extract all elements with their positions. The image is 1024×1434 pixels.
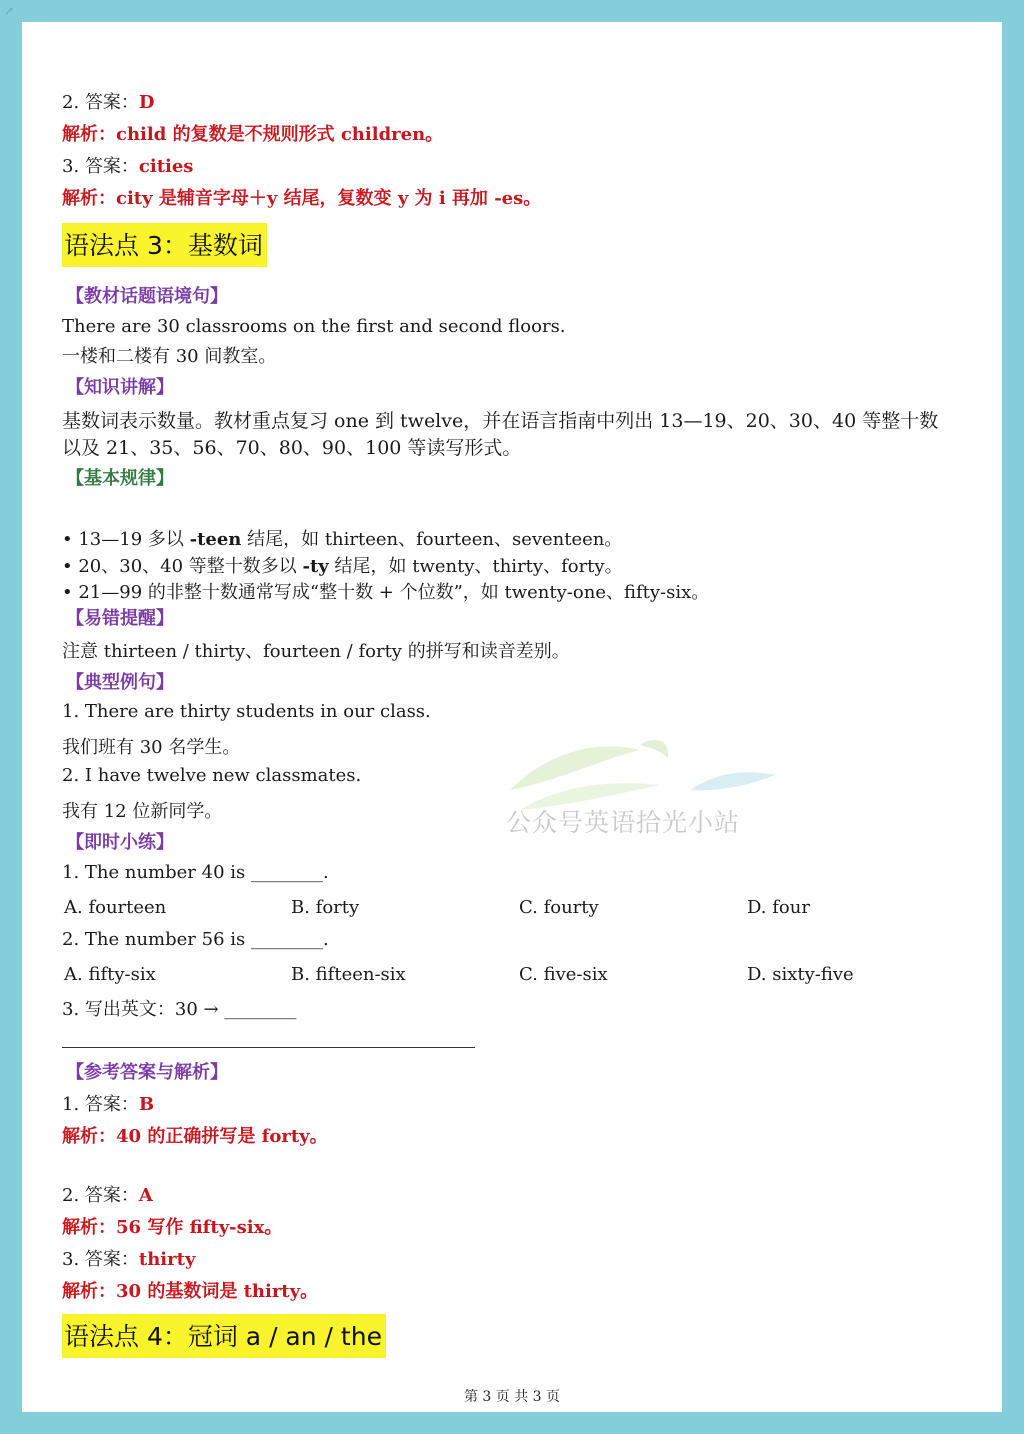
answer-1	[62, 1090, 154, 1116]
question-2-option-b: B. fifteen-six	[291, 964, 406, 985]
answer-label: 2. 答案：	[62, 92, 139, 113]
rule-text: • 13—19 多以	[62, 529, 190, 550]
question-3-stem: 3. 写出英文：30 → ________	[62, 999, 297, 1020]
question-1-option-a: A. fourteen	[64, 897, 167, 918]
corner-mark: ↗	[4, 4, 15, 18]
rule-suffix: -ty	[302, 556, 329, 577]
mistake-heading: 【易错提醒】	[66, 608, 174, 629]
prev-answer-2	[62, 88, 155, 114]
context-heading: 【教材话题语境句】	[66, 286, 228, 307]
rules-heading: 【基本规律】	[66, 468, 174, 489]
answer-key: B	[138, 1094, 155, 1115]
question-2-option-d: D. sixty-five	[747, 964, 854, 985]
answer-key: thirty	[138, 1249, 196, 1270]
answer-2	[62, 1181, 153, 1207]
answer-label: 3. 答案：	[62, 156, 139, 177]
answer-label: 3. 答案：	[62, 1249, 139, 1270]
answer-heading: 【参考答案与解析】	[66, 1062, 228, 1083]
question-2-stem: 2. The number 56 is ________.	[62, 929, 329, 950]
rule-text: • 21—99 的非整十数通常写成“整十数 + 个位数”，如 twenty-one、fifty-six。	[62, 582, 710, 603]
question-1-option-d: D. four	[747, 897, 810, 918]
section-title-3: 语法点 3：基数词	[62, 223, 267, 267]
answer-label: 2. 答案：	[62, 1185, 139, 1206]
question-2-option-a: A. fifty-six	[64, 964, 156, 985]
knowledge-line-2: 以及 21、35、56、70、80、90、100 等读写形式。	[62, 437, 522, 459]
page-footer: 第 3 页 共 3 页	[463, 1389, 561, 1405]
divider	[62, 1047, 475, 1048]
example-2-zh: 我有 12 位新同学。	[62, 801, 223, 822]
mistake-text: 注意 thirteen / thirty、fourteen / forty 的拼写和读音差别。	[62, 641, 570, 662]
examples-heading: 【典型例句】	[66, 672, 174, 693]
context-sentence-en: There are 30 classrooms on the first and second floors.	[62, 316, 566, 337]
question-2-option-c: C. five-six	[519, 964, 608, 985]
answer-key: D	[138, 92, 155, 113]
rule-text: • 20、30、40 等整十数多以	[62, 556, 303, 577]
answer-key: A	[138, 1185, 153, 1206]
context-sentence-zh: 一楼和二楼有 30 间教室。	[62, 346, 277, 367]
example-1-zh: 我们班有 30 名学生。	[62, 737, 241, 758]
knowledge-heading: 【知识讲解】	[66, 377, 174, 398]
analysis-2: 解析：56 写作 fifty-six。	[62, 1217, 283, 1238]
prev-analysis-3: 解析：city 是辅音字母＋y 结尾，复数变 y 为 i 再加 -es。	[62, 188, 542, 209]
section-title-4: 语法点 4：冠词 a / an / the	[62, 1314, 386, 1358]
prev-answer-3	[62, 152, 193, 178]
answer-3	[62, 1245, 195, 1271]
answer-key: cities	[138, 156, 194, 177]
question-1-option-c: C. fourty	[519, 897, 599, 918]
knowledge-line-1: 基数词表示数量。教材重点复习 one 到 twelve，并在语言指南中列出 13—19、20、30、40 等整十数	[62, 410, 939, 432]
rule-item-2	[62, 552, 623, 578]
rule-item-1	[62, 525, 622, 551]
answer-label: 1. 答案：	[62, 1094, 139, 1115]
rule-text: 结尾，如 twenty、thirty、forty。	[328, 556, 623, 577]
prev-analysis-2: 解析：child 的复数是不规则形式 children。	[62, 124, 444, 145]
analysis-1: 解析：40 的正确拼写是 forty。	[62, 1126, 328, 1147]
practice-heading: 【即时小练】	[66, 832, 174, 853]
example-1-en: 1. There are thirty students in our class.	[62, 701, 431, 722]
example-2-en: 2. I have twelve new classmates.	[62, 765, 362, 786]
question-1-stem: 1. The number 40 is ________.	[62, 862, 329, 883]
watermark-text: 公众号英语拾光小站	[506, 808, 741, 837]
rule-suffix: -teen	[189, 529, 242, 550]
question-1-option-b: B. forty	[291, 897, 360, 918]
rule-text: 结尾，如 thirteen、fourteen、seventeen。	[241, 529, 623, 550]
analysis-3: 解析：30 的基数词是 thirty。	[62, 1281, 319, 1302]
rule-item-3	[62, 578, 709, 604]
